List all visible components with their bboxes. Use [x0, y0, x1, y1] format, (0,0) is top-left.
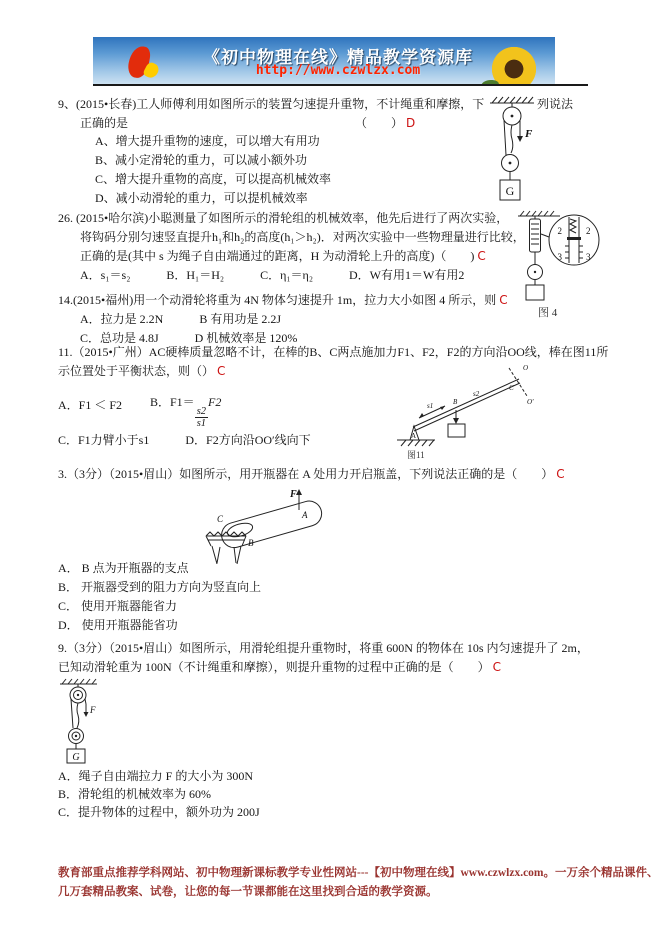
banner-url-link[interactable]: http://www.czwlzx.com — [255, 63, 421, 78]
q9a-answer-slot — [355, 115, 415, 131]
q3-option-d: D． 使用开瓶器能省功 — [58, 618, 178, 632]
q3-option-c: C． 使用开瓶器能省力 — [58, 599, 178, 613]
sunflower-image — [489, 44, 539, 84]
q3-option-b: B． 开瓶器受到的阻力方向为竖直向上 — [58, 580, 262, 594]
q11-fraction-denominator: s1 — [196, 418, 207, 429]
q11-figure-caption: 图11 — [407, 450, 425, 460]
q14-spring-scale-figure — [512, 210, 612, 302]
q11-option-b-head: B．F1＝ — [150, 395, 195, 409]
q9a-line2: 正确的是 — [80, 116, 129, 130]
q9a-pulley-figure — [487, 93, 537, 205]
q9a-fig-force-label: F — [525, 128, 533, 140]
q14-answer: C — [499, 293, 508, 307]
q14-line1-text: 14.(2015•福州)用一个动滑轮将重为 4N 物体匀速提升 1m，拉力大小如图 4 所示，则 — [58, 293, 497, 307]
q9a-line1: 9、(2015•长春)工人师傅利用如图所示的装置匀速提升重物，不计绳重和摩擦，下 — [58, 97, 485, 111]
q11-line2-text: 示位置处于平衡状态，则（） — [58, 364, 215, 378]
q14-fig-tick: 2 — [586, 226, 591, 236]
footer-line1: 教育部重点推荐学科网站、初中物理新课标教学专业性网站---【初中物理在线】www.czwlzx.com。一万余个精品课件、 — [58, 867, 659, 879]
q3-option-a: A． B 点为开瓶器的支点 — [58, 561, 189, 575]
q9a-line1-tail: 列说法 — [537, 97, 574, 111]
q26-line3 — [80, 248, 486, 264]
q3-answer: C — [556, 467, 565, 481]
q9b-line1: 9.（3分）（2015•眉山）如图所示，用滑轮组提升重物时，将重 600N 的物体在 10s 内匀速提升了 2m， — [58, 641, 589, 655]
q9a-answer: D — [406, 116, 416, 130]
q9b-answer: C — [492, 660, 502, 674]
q9a-option-a: A、增大提升重物的速度，可以增大有用功 — [95, 134, 320, 148]
q3-fig-force-label: F — [290, 489, 297, 500]
q26-answer: C — [477, 249, 486, 263]
q11-option-b — [150, 394, 221, 429]
q9a-paren: （ ） — [355, 116, 404, 130]
q14-fig-tick: 2 — [557, 226, 562, 236]
q26-line1: 26. (2015•哈尔滨)小聪测量了如图所示的滑轮组的机械效率，他先后进行了两次实验， — [58, 211, 509, 225]
footer-line2: 几万套精品教案、试卷，让您的每一节课都能在这里找到合适的教学资源。 — [58, 886, 438, 898]
q3-line1 — [58, 466, 565, 482]
banner-title: 《初中物理在线》精品教学资源库 — [203, 48, 473, 67]
q9b-fig-force-label: F — [90, 705, 96, 715]
q9a-fig-weight-label: G — [505, 184, 515, 198]
q11-line2 — [58, 363, 225, 379]
q9b-option-b: B．滑轮组的机械效率为 60% — [58, 787, 212, 801]
q11-answer: C — [217, 364, 226, 378]
q11-option-b-tail: F2 — [208, 395, 222, 409]
q9b-option-c: C．提升物体的过程中，额外功为 200J — [58, 805, 260, 819]
q9b-fig-weight-label: G — [72, 752, 80, 763]
q9a-option-c: C、增大提升重物的高度，可以提高机械效率 — [95, 172, 332, 186]
site-banner — [93, 37, 555, 84]
banner-underline — [93, 84, 588, 86]
q11-fig-c-label: C — [509, 384, 514, 392]
q11-line1: 11.（2015•广州）AC硬棒质量忽略不计，在棒的B、C两点施加力F1、F2，F2的方向沿OO线，棒在图11所 — [58, 345, 609, 359]
q9b-pulley-figure — [57, 676, 109, 766]
q14-options-cd: C．总功是 4.8J D 机械效率是 120% — [80, 331, 298, 345]
q9a-option-b: B、减小定滑轮的重力，可以减小额外功 — [95, 153, 308, 167]
q11-option-a: A．F1 ＜ F2 — [58, 398, 123, 412]
q11-fig-o-label: O — [523, 364, 529, 372]
q26-line3-text: 正确的是(其中 s 为绳子自由端通过的距离，H 为动滑轮上升的高度)（ ) — [80, 249, 475, 263]
q26-options: A．s₁＝s₂ B．H₁＝H₂ C．η₁＝η₂ D．W有用1＝W有用2 — [80, 268, 465, 282]
q14-figure-caption: 图 4 — [538, 307, 558, 319]
q14-line1 — [58, 292, 508, 308]
q11-lever-figure — [393, 360, 538, 448]
q11-fig-s1-label: s1 — [427, 402, 434, 410]
q3-bottle-opener-figure — [198, 484, 333, 564]
q11-fig-pivot-label: A — [411, 432, 417, 440]
q14-fig-tick: 3 — [557, 252, 562, 262]
q9b-line2 — [58, 659, 501, 675]
q3-fig-b-label: B — [248, 538, 254, 548]
q14-options-ab: A．拉力是 2.2N B 有用功是 2.2J — [80, 312, 282, 326]
q26-line2: 将钩码分别匀速竖直提升h₁和h₂的高度(h₁＞h₂)．对两次实验中一些物理量进行比较， — [80, 230, 525, 244]
q9a-option-d: D、减小动滑轮的重力，可以提机械效率 — [95, 191, 308, 205]
q11-options-cd: C．F1力臂小于s1 D．F2方向沿OO′线向下 — [58, 433, 311, 447]
q11-fraction-numerator: s2 — [196, 406, 207, 417]
q3-fig-c-label: C — [217, 514, 224, 524]
q3-line1-text: 3.（3分）（2015•眉山）如图所示，用开瓶器在 A 处用力开启瓶盖，下列说法正确的是（ ） — [58, 467, 554, 481]
q11-fig-b-label: B — [453, 398, 458, 406]
q9b-option-a: A．绳子自由端拉力 F 的大小为 300N — [58, 769, 254, 783]
q11-fig-s2-label: s2 — [473, 390, 480, 398]
q11-option-b-fraction — [195, 406, 208, 429]
q14-fig-tick: 3 — [586, 252, 591, 262]
q9b-line2-text: 已知动滑轮重为 100N（不计绳重和摩擦），则提升重物的过程中正确的是（ ） — [58, 660, 490, 674]
q11-fig-oprime-label: O′ — [527, 398, 534, 406]
q3-fig-a-label: A — [302, 510, 308, 520]
